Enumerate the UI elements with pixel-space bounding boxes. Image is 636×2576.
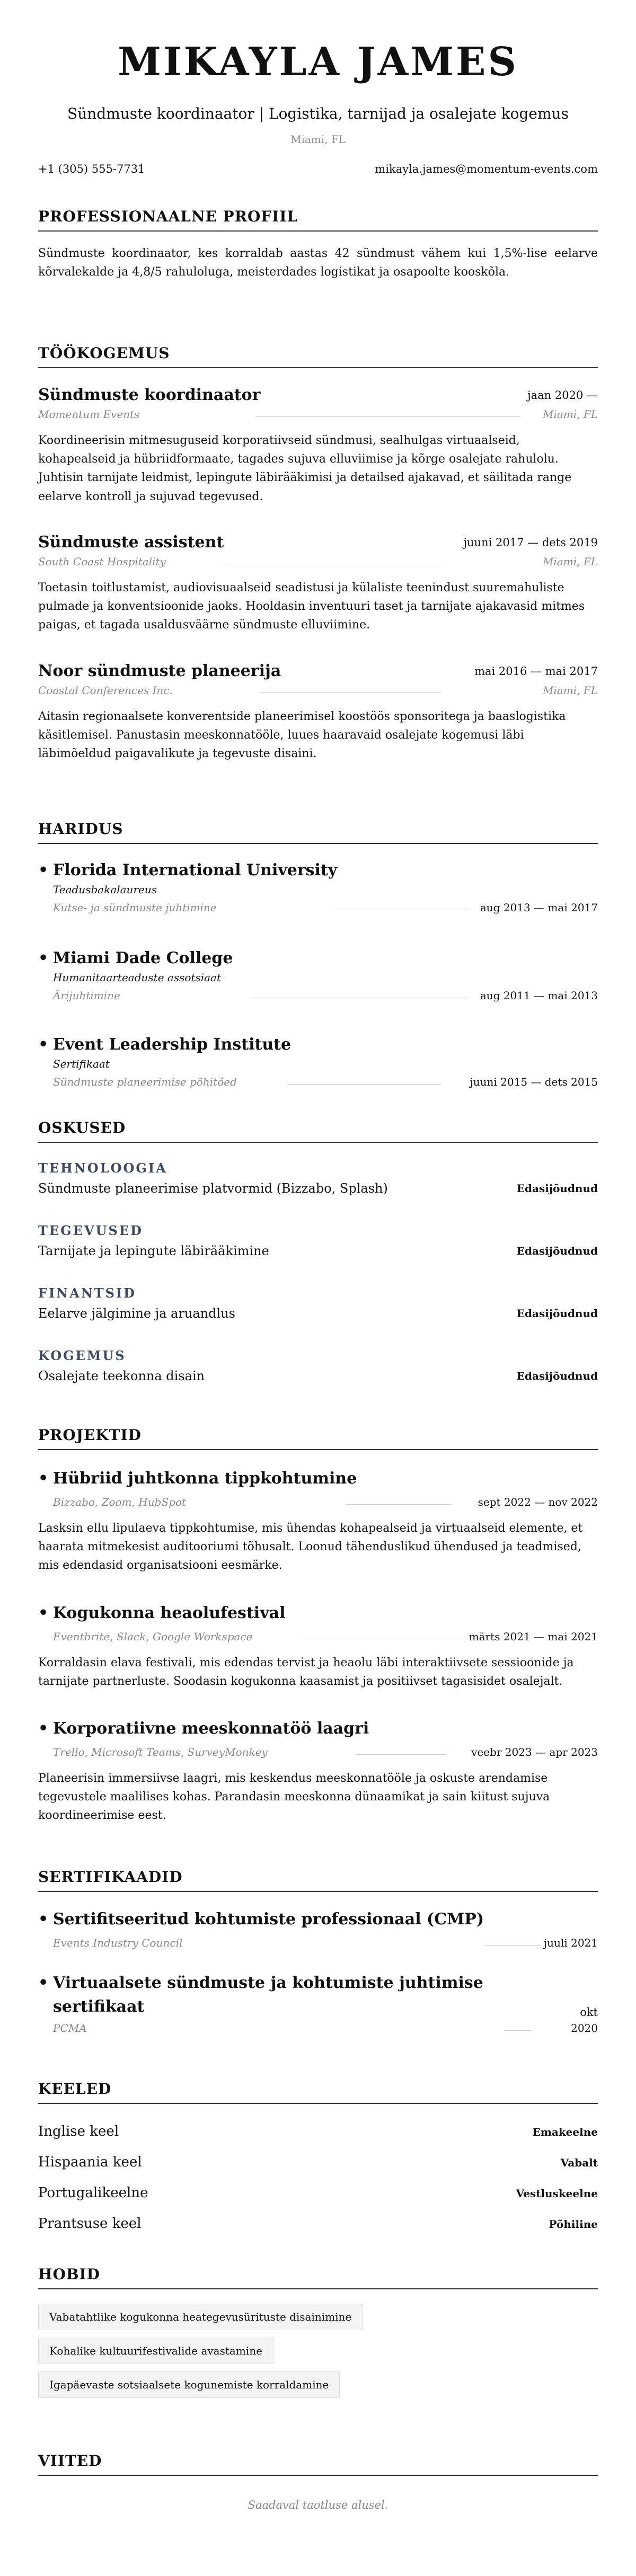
leader-line [346, 1504, 452, 1505]
job-location: Miami, FL [542, 684, 598, 697]
section-heading: OSKUSED [38, 1119, 598, 1143]
certificate-date-year: 2020 [571, 2022, 598, 2035]
certificate-issuer: PCMA [53, 2022, 87, 2035]
project-entry [38, 1601, 598, 1691]
skill-category: FINANTSID [38, 1285, 136, 1301]
job-dates: jaan 2020 — [527, 389, 598, 402]
job-description: Aitasin regionaalsete konverentside planeerimisel koostöös sponsoritega ja baaslogistika käsitlemisel. Panustasin meeskonnatööle, luues haaravaid osalejate kogemusi läbi läbimõeldud paigavalikute ja tegevuste disaini. [38, 710, 566, 761]
section-heading: TÖÖKOGEMUS [38, 344, 598, 368]
project-entry [38, 1717, 598, 1825]
language-level: Vabalt [560, 2156, 598, 2169]
profile-text: Sündmuste koordinaator, kes korraldab aastas 42 sündmust vähem kui 1,5%-lise eelarve kõrvalekalde ja 4,8/5 rahuloluga, meisterdades logistikat ja osapoolte kooskõla. [38, 247, 598, 279]
job-description: Koordineerisin mitmesuguseid korporatiivseid sündmusi, sealhulgas virtuaalseid, kohapealseid ja hübriidformaate, tagades sujuva elluviimise ja kõrge osalejate rahulolu. Juhtisin tarnijate leidmist, lepingute läbirääkimisi ja detailsed ajakavad, et säilitada range eelarve kontroll ja sujuvad tegevused. [38, 434, 572, 503]
skill-group [38, 1223, 598, 1262]
language-level: Põhiline [549, 2218, 598, 2231]
language-level: Vestluskeelne [516, 2187, 598, 2200]
certificate-name-line-2: sertifikaat [53, 1997, 145, 2016]
leader-line [261, 692, 441, 693]
references-section [38, 2452, 598, 2476]
field-of-study: Ärijuhtimine [53, 989, 120, 1002]
leader-line [356, 1754, 446, 1755]
job-description: Toetasin toitlustamist, audiovisuaalseid seadistusi ja külaliste teenindust suuremahuliste pulmade ja konventsioonide jaoks. Hooldasin inventuuri taset ja tarnijate ajakavasid mitmes paigas, et tagada usaldusväärne sündmuste elluviimine. [38, 581, 585, 632]
language-item [38, 2216, 598, 2232]
education-dates: aug 2011 — mai 2013 [480, 989, 598, 1002]
language-level: Emakeelne [532, 2126, 598, 2138]
school-name: • Event Leadership Institute [38, 1033, 598, 1056]
project-description: Lasksin ellu lipulaeva tippkohtumise, mis ühendas kohapealseid ja virtuaalseid elemente, et haarata mitmekesist auditooriumi tõhusalt. Loonud tähenduslikud ühendused ja teadmised, mis edendasid organisatsiooni eesmärke. [38, 1522, 583, 1573]
job-company: Momentum Events [38, 408, 140, 421]
certificate-date: juuli 2021 [543, 1937, 598, 1949]
language-item [38, 2154, 598, 2170]
skill-level: Edasijõudnud [516, 1370, 598, 1382]
project-tools: Eventbrite, Slack, Google Workspace [53, 1630, 253, 1643]
job-entry [38, 662, 598, 763]
project-dates: märts 2021 — mai 2021 [469, 1630, 598, 1643]
project-tools: Bizzabo, Zoom, HubSpot [53, 1496, 187, 1508]
language-item [38, 2185, 598, 2201]
skill-category: KOGEMUS [38, 1348, 126, 1363]
language-name: Portugalikeelne [38, 2185, 148, 2201]
job-title: Sündmuste assistent [38, 533, 224, 552]
certificate-issuer: Events Industry Council [53, 1937, 183, 1949]
language-name: Prantsuse keel [38, 2216, 142, 2232]
experience-section [38, 344, 598, 368]
hobbies-section [38, 2266, 598, 2289]
section-heading: VIITED [38, 2452, 598, 2476]
language-name: Hispaania keel [38, 2154, 142, 2170]
section-heading: KEELED [38, 2080, 598, 2104]
skill-group [38, 1285, 598, 1324]
candidate-location: Miami, FL [290, 133, 346, 146]
email-address[interactable]: mikayla.james@momentum-events.com [375, 163, 598, 175]
degree: Teadusbakalaureus [53, 883, 157, 896]
project-name: • Kogukonna heaolufestival [38, 1601, 598, 1625]
phone-number[interactable]: +1 (305) 555-7731 [38, 163, 145, 175]
skill-name: Eelarve jälgimine ja aruandlus [38, 1306, 235, 1321]
section-heading: PROFESSIONAALNE PROFIIL [38, 208, 598, 232]
skill-level: Edasijõudnud [516, 1245, 598, 1257]
school-name: • Florida International University [38, 858, 598, 882]
section-heading: HOBID [38, 2266, 598, 2289]
language-item [38, 2124, 598, 2139]
certificate-entry [38, 1907, 598, 1955]
project-dates: sept 2022 — nov 2022 [478, 1496, 598, 1508]
field-of-study: Kutse- ja sündmuste juhtimine [53, 901, 217, 914]
skill-group [38, 1160, 598, 1199]
job-dates: juuni 2017 — dets 2019 [463, 536, 598, 549]
profile-section [38, 208, 598, 281]
job-entry [38, 386, 598, 506]
leader-line [255, 416, 520, 417]
languages-section [38, 2080, 598, 2104]
project-name: • Korporatiivne meeskonnatöö laagri [38, 1717, 598, 1740]
references-text: Saadaval taotluse alusel. [248, 2499, 388, 2511]
certificate-date-month: okt [580, 2006, 598, 2019]
certificates-section [38, 1868, 598, 1892]
section-heading: PROJEKTID [38, 1426, 598, 1450]
skill-level: Edasijõudnud [516, 1182, 598, 1195]
skill-group [38, 1348, 598, 1387]
project-name: • Hübriid juhtkonna tippkohtumine [38, 1467, 598, 1490]
job-dates: mai 2016 — mai 2017 [474, 665, 598, 678]
job-company: South Coast Hospitality [38, 555, 166, 568]
candidate-name: MIKAYLA JAMES [118, 39, 518, 85]
school-name: • Miami Dade College [38, 946, 598, 970]
degree: Humanitaarteaduste assotsiaat [53, 971, 221, 984]
job-location: Miami, FL [542, 555, 598, 568]
field-of-study: Sündmuste planeerimise põhitõed [53, 1076, 237, 1088]
skill-name: Sündmuste planeerimise platvormid (Bizzabo, Splash) [38, 1181, 388, 1196]
job-location: Miami, FL [542, 408, 598, 421]
section-heading: HARIDUS [38, 820, 598, 844]
education-entry [38, 858, 598, 919]
section-heading: SERTIFIKAADID [38, 1868, 598, 1892]
education-entry [38, 1033, 598, 1094]
skill-level: Edasijõudnud [516, 1307, 598, 1320]
job-title: Sündmuste koordinaator [38, 386, 261, 404]
hobby-tag: Vabatahtlike kogukonna heategevusürituste disainimine [38, 2304, 363, 2330]
project-description: Korraldasin elava festivali, mis edendas tervist ja heaolu läbi interaktiivsete sessioonide ja tarnijate partnerluste. Soodasin kogukonna kaasamist ja positiivset tagasisidet osalejalt. [38, 1656, 574, 1689]
project-entry [38, 1467, 598, 1575]
leader-line [287, 1084, 441, 1085]
projects-section [38, 1426, 598, 1450]
skill-category: TEHNOLOOGIA [38, 1160, 167, 1176]
certificate-name [38, 1971, 598, 2019]
language-name: Inglise keel [38, 2124, 119, 2139]
leader-line [505, 2030, 531, 2031]
education-section [38, 820, 598, 844]
job-entry [38, 533, 598, 635]
skill-name: Osalejate teekonna disain [38, 1369, 205, 1383]
degree: Sertifikaat [53, 1058, 110, 1070]
certificate-entry [38, 1971, 598, 2040]
project-description: Planeerisin immersiivse laagri, mis keskendus meeskonnatööle ja oskuste arendamise tegevustele maalilises kohas. Parandasin meeskonna dünaamikat ja sain kiitust sujuva koordineerimise eest. [38, 1772, 550, 1823]
job-company: Coastal Conferences Inc. [38, 684, 173, 697]
leader-line [483, 1945, 542, 1946]
skill-name: Tarnijate ja lepingute läbirääkimine [38, 1243, 269, 1258]
certificate-name-line-1: Virtuaalsete sündmuste ja kohtumiste juhtimise [53, 1974, 483, 1992]
skill-category: TEGEVUSED [38, 1223, 143, 1238]
skills-section [38, 1119, 598, 1143]
job-title: Noor sündmuste planeerija [38, 662, 281, 680]
education-dates: aug 2013 — mai 2017 [480, 901, 598, 914]
hobby-tag: Igapäevaste sotsiaalsete kogunemiste korraldamine [38, 2371, 340, 2398]
hobby-tag: Kohalike kultuurifestivalide avastamine [38, 2338, 273, 2364]
project-tools: Trello, Microsoft Teams, SurveyMonkey [53, 1746, 268, 1758]
project-dates: veebr 2023 — apr 2023 [471, 1746, 598, 1758]
education-entry [38, 946, 598, 1007]
certificate-name: • Sertifitseeritud kohtumiste professionaal (CMP) [38, 1907, 598, 1931]
education-dates: juuni 2015 — dets 2015 [470, 1076, 598, 1088]
candidate-tagline: Sündmuste koordinaator | Logistika, tarnijad ja osalejate kogemus [67, 105, 569, 122]
